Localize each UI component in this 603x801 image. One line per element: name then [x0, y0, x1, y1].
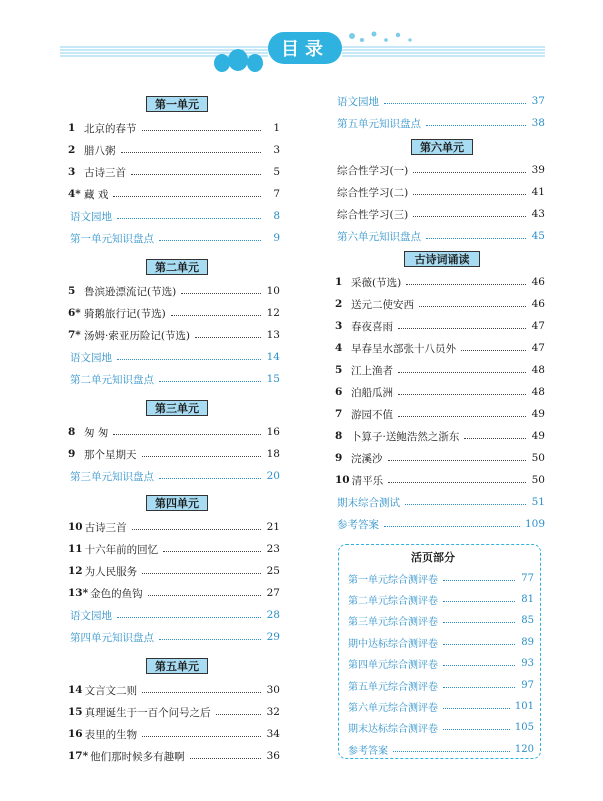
entry-title: 第六单元综合测评卷 [348, 702, 438, 714]
entry-title: 春夜喜雨 [351, 320, 393, 333]
entry-page: 29 [266, 631, 280, 643]
entry-page: 3 [273, 144, 280, 156]
leader-dots [426, 125, 526, 126]
leader-dots [163, 551, 261, 552]
leader-dots [113, 196, 261, 197]
leader-dots [142, 456, 262, 457]
page-header [0, 0, 603, 80]
entry-title: 腊八粥 [84, 144, 116, 157]
entry-page: 1 [273, 122, 280, 134]
entry-title: 第四单元综合测评卷 [348, 660, 438, 672]
entry-page: 10 [266, 285, 280, 297]
entry-number: 3 [68, 166, 76, 178]
toc-entry [335, 274, 545, 290]
leader-dots [159, 478, 261, 479]
entry-page: 85 [521, 615, 534, 627]
entry-number: 6* [68, 307, 81, 319]
entry-page: 81 [521, 593, 534, 605]
leader-dots [464, 438, 526, 439]
toc-entry [68, 120, 280, 136]
entry-number: 2 [68, 144, 76, 156]
entry-page: 46 [531, 276, 545, 288]
toc-entry [68, 519, 280, 535]
leader-dots [443, 580, 515, 581]
section-header: 第二单元 [146, 259, 208, 275]
entry-title: 第二单元知识盘点 [70, 373, 154, 386]
entry-page: 23 [266, 543, 280, 555]
leader-dots [113, 434, 261, 435]
leader-dots [142, 573, 261, 574]
toc-entry [335, 206, 545, 222]
toc-entry [68, 371, 280, 387]
entry-title: 古诗三首 [84, 521, 127, 534]
leader-dots [159, 240, 261, 241]
entry-page: 16 [266, 426, 280, 438]
entry-page: 15 [266, 373, 280, 385]
entry-title: 浣溪沙 [351, 452, 383, 465]
toc-entry [68, 142, 280, 158]
entry-page: 45 [531, 230, 545, 242]
entry-title: 骑鹅旅行记(节选) [84, 307, 166, 320]
entry-number: 16 [68, 728, 83, 740]
entry-title: 鲁滨逊漂流记(节选) [84, 285, 177, 298]
toc-entry [68, 563, 280, 579]
leader-dots [398, 394, 526, 395]
leader-dots [117, 617, 261, 618]
leader-dots [142, 692, 261, 693]
entry-title: 清平乐 [351, 474, 384, 487]
toc-entry [68, 585, 280, 601]
leader-dots [461, 350, 526, 351]
toc-entry [335, 162, 545, 178]
entry-title: 综合性学习(二) [337, 186, 409, 199]
page-title-text: 目录 [281, 39, 329, 60]
entry-page: 20 [266, 470, 280, 482]
leader-dots [388, 460, 527, 461]
entry-title: 语文园地 [70, 351, 112, 364]
leader-dots [426, 238, 526, 239]
entry-page: 77 [521, 572, 534, 584]
toc-entry [346, 677, 534, 693]
toc-entry [335, 115, 545, 131]
entry-title: 语文园地 [337, 95, 379, 108]
entry-number: 13* [68, 587, 89, 599]
entry-page: 7 [273, 188, 280, 200]
entry-page: 28 [266, 609, 280, 621]
entry-title: 表里的生物 [84, 728, 138, 741]
entry-title: 游园不值 [351, 408, 393, 421]
entry-page: 49 [531, 408, 545, 420]
entry-page: 5 [273, 166, 280, 178]
entry-page: 43 [531, 208, 545, 220]
toc-entry [68, 186, 280, 202]
entry-title: 江上渔者 [351, 364, 393, 377]
entry-page: 50 [531, 474, 545, 486]
leader-dots [406, 284, 526, 285]
entry-page: 97 [521, 679, 534, 691]
leader-dots [393, 751, 510, 752]
leader-dots [443, 708, 510, 709]
toc-entry [335, 228, 545, 244]
entry-page: 48 [531, 386, 545, 398]
entry-title: 金色的鱼钩 [90, 587, 143, 600]
entry-number: 15 [68, 706, 83, 718]
entry-page: 13 [266, 329, 280, 341]
toc-entry [68, 327, 280, 343]
toc-entry [335, 406, 545, 422]
toc-entry [335, 494, 545, 510]
toc-entry [335, 428, 545, 444]
leader-dots [171, 315, 261, 316]
toc-entry [346, 720, 534, 736]
entry-title: 参考答案 [337, 518, 379, 531]
entry-page: 25 [266, 565, 280, 577]
entry-number: 17* [68, 750, 89, 762]
entry-number: 4 [335, 342, 343, 354]
entry-number: 9 [68, 448, 76, 460]
entry-title: 汤姆·索亚历险记(节选) [84, 329, 191, 342]
entry-page: 12 [266, 307, 280, 319]
leader-dots [413, 216, 526, 217]
toc-entry [68, 748, 280, 764]
entry-number: 3 [335, 320, 343, 332]
toc-entry [68, 629, 280, 645]
entry-title: 早春呈水部张十八员外 [351, 342, 456, 355]
leader-dots [195, 337, 261, 338]
entry-page: 14 [266, 351, 280, 363]
entry-title: 期末综合测试 [337, 496, 400, 509]
entry-page: 32 [266, 706, 280, 718]
lantern-icon [214, 49, 263, 72]
toc-entry [335, 296, 545, 312]
leader-dots [413, 194, 526, 195]
entry-page: 89 [521, 636, 534, 648]
entry-page: 37 [531, 95, 545, 107]
entry-page: 27 [266, 587, 280, 599]
toc-entry [68, 208, 280, 224]
entry-title: 真理诞生于一百个问号之后 [84, 706, 211, 719]
entry-page: 120 [514, 743, 534, 755]
leader-dots [398, 328, 526, 329]
toc-entry [335, 516, 545, 532]
entry-title: 文言文二则 [84, 684, 138, 697]
leader-dots [443, 644, 515, 645]
leader-dots [443, 729, 510, 730]
section-header: 古诗词诵读 [404, 251, 480, 267]
entry-title: 卜算子·送鲍浩然之浙东 [351, 430, 460, 443]
entry-number: 7* [68, 329, 81, 341]
entry-page: 48 [531, 364, 545, 376]
leader-dots [132, 529, 261, 530]
entry-number: 1 [335, 276, 343, 288]
toc-entry [335, 318, 545, 334]
toc-entry [68, 424, 280, 440]
entry-number: 10 [335, 474, 350, 486]
toc-entry [68, 726, 280, 742]
entry-page: 50 [531, 452, 545, 464]
leader-dots [131, 174, 261, 175]
entry-number: 10 [68, 521, 83, 533]
leader-dots [398, 416, 526, 417]
entry-title: 综合性学习(一) [337, 164, 409, 177]
entry-title: 第三单元综合测评卷 [348, 617, 438, 629]
entry-page: 105 [514, 722, 534, 734]
section-header: 第一单元 [146, 96, 208, 112]
entry-number: 7 [335, 408, 343, 420]
leader-dots [443, 601, 515, 602]
leader-dots [117, 359, 261, 360]
toc-entry [335, 384, 545, 400]
entry-title: 第二单元综合测评卷 [348, 595, 438, 607]
entry-title: 十六年前的回忆 [84, 543, 159, 556]
entry-title: 送元二使安西 [351, 298, 414, 311]
entry-title: 采薇(节选) [351, 276, 402, 289]
entry-title: 综合性学习(三) [337, 208, 409, 221]
entry-title: 语文园地 [70, 210, 112, 223]
toc-entry [68, 349, 280, 365]
toc-entry [335, 450, 545, 466]
entry-number: 4* [68, 188, 81, 200]
leader-dots [190, 758, 261, 759]
entry-title: 第六单元知识盘点 [337, 230, 421, 243]
entry-number: 14 [68, 684, 83, 696]
entry-number: 8 [335, 430, 343, 442]
toc-entry [335, 340, 545, 356]
entry-page: 39 [531, 164, 545, 176]
entry-page: 51 [531, 496, 545, 508]
toc-entry [68, 682, 280, 698]
leader-dots [388, 482, 526, 483]
entry-number: 5 [68, 285, 76, 297]
leader-dots [443, 622, 515, 623]
entry-title: 期中达标综合测评卷 [348, 638, 438, 650]
box-header: 活页部分 [411, 551, 455, 564]
section-header: 第五单元 [146, 658, 208, 674]
leader-dots [443, 687, 515, 688]
leader-dots [148, 595, 261, 596]
toc-entry [346, 741, 534, 757]
entry-page: 49 [531, 430, 545, 442]
entry-number: 11 [68, 543, 83, 555]
entry-page: 34 [266, 728, 280, 740]
entry-number: 9 [335, 452, 343, 464]
entry-title: 第四单元知识盘点 [70, 631, 154, 644]
entry-title: 第五单元综合测评卷 [348, 681, 438, 693]
section-header: 第四单元 [146, 495, 208, 511]
leader-dots [398, 372, 526, 373]
toc-entry [335, 184, 545, 200]
entry-number: 12 [68, 565, 83, 577]
entry-page: 38 [531, 117, 545, 129]
entry-title: 为人民服务 [84, 565, 138, 578]
entry-title: 泊船瓜洲 [351, 386, 393, 399]
entry-title: 古诗三首 [84, 166, 126, 179]
entry-title: 期末达标综合测评卷 [348, 724, 438, 736]
leader-dots [121, 152, 262, 153]
toc-entry [68, 164, 280, 180]
entry-page: 109 [524, 518, 545, 530]
entry-page: 36 [266, 750, 280, 762]
entry-title: 第五单元知识盘点 [337, 117, 421, 130]
toc-entry [346, 591, 534, 607]
section-header: 第六单元 [411, 139, 473, 155]
leader-dots [159, 381, 261, 382]
entry-title: 匆 匆 [84, 426, 109, 439]
entry-title: 北京的春节 [84, 122, 137, 135]
section-header: 第三单元 [146, 400, 208, 416]
entry-title: 第一单元综合测评卷 [348, 574, 438, 586]
entry-page: 30 [266, 684, 280, 696]
entry-number: 2 [335, 298, 343, 310]
entry-title: 藏 戏 [84, 188, 109, 201]
entry-page: 18 [266, 448, 280, 460]
entry-title: 那个星期天 [84, 448, 137, 461]
toc-entry [68, 541, 280, 557]
leader-dots [142, 130, 262, 131]
page-title [268, 32, 342, 64]
leader-dots [384, 526, 520, 527]
toc-entry [346, 656, 534, 672]
loose-leaf-box [338, 544, 541, 759]
toc-entry [68, 305, 280, 321]
entry-page: 101 [514, 700, 534, 712]
toc-entry [335, 362, 545, 378]
toc-entry [335, 472, 545, 488]
toc-entry [68, 283, 280, 299]
entry-page: 9 [273, 232, 280, 244]
toc-entry [335, 93, 545, 109]
toc-entry [68, 446, 280, 462]
leader-dots [216, 714, 261, 715]
leader-dots [117, 218, 261, 219]
entry-page: 46 [531, 298, 545, 310]
entry-number: 6 [335, 386, 343, 398]
entry-title: 他们那时候多有趣啊 [90, 750, 185, 763]
toc-entry [68, 607, 280, 623]
toc-entry [346, 613, 534, 629]
entry-page: 47 [531, 320, 545, 332]
leader-dots [413, 172, 526, 173]
leader-dots [405, 504, 526, 505]
leader-dots [181, 293, 261, 294]
entry-title: 语文园地 [70, 609, 112, 622]
entry-number: 8 [68, 426, 76, 438]
leader-dots [443, 665, 515, 666]
entry-page: 93 [521, 658, 534, 670]
toc-entry [346, 570, 534, 586]
entry-page: 8 [273, 210, 280, 222]
entry-number: 1 [68, 122, 76, 134]
entry-title: 第三单元知识盘点 [70, 470, 154, 483]
toc-entry [346, 634, 534, 650]
toc-entry [346, 698, 534, 714]
leader-dots [142, 736, 261, 737]
entry-page: 47 [531, 342, 545, 354]
leader-dots [159, 639, 261, 640]
toc-entry [68, 704, 280, 720]
entry-page: 21 [266, 521, 280, 533]
entry-title: 第一单元知识盘点 [70, 232, 154, 245]
leader-dots [419, 306, 526, 307]
entry-title: 参考答案 [348, 745, 388, 757]
toc-entry [68, 468, 280, 484]
toc-entry [68, 230, 280, 246]
leader-dots [384, 103, 526, 104]
entry-number: 5 [335, 364, 343, 376]
entry-page: 41 [531, 186, 545, 198]
